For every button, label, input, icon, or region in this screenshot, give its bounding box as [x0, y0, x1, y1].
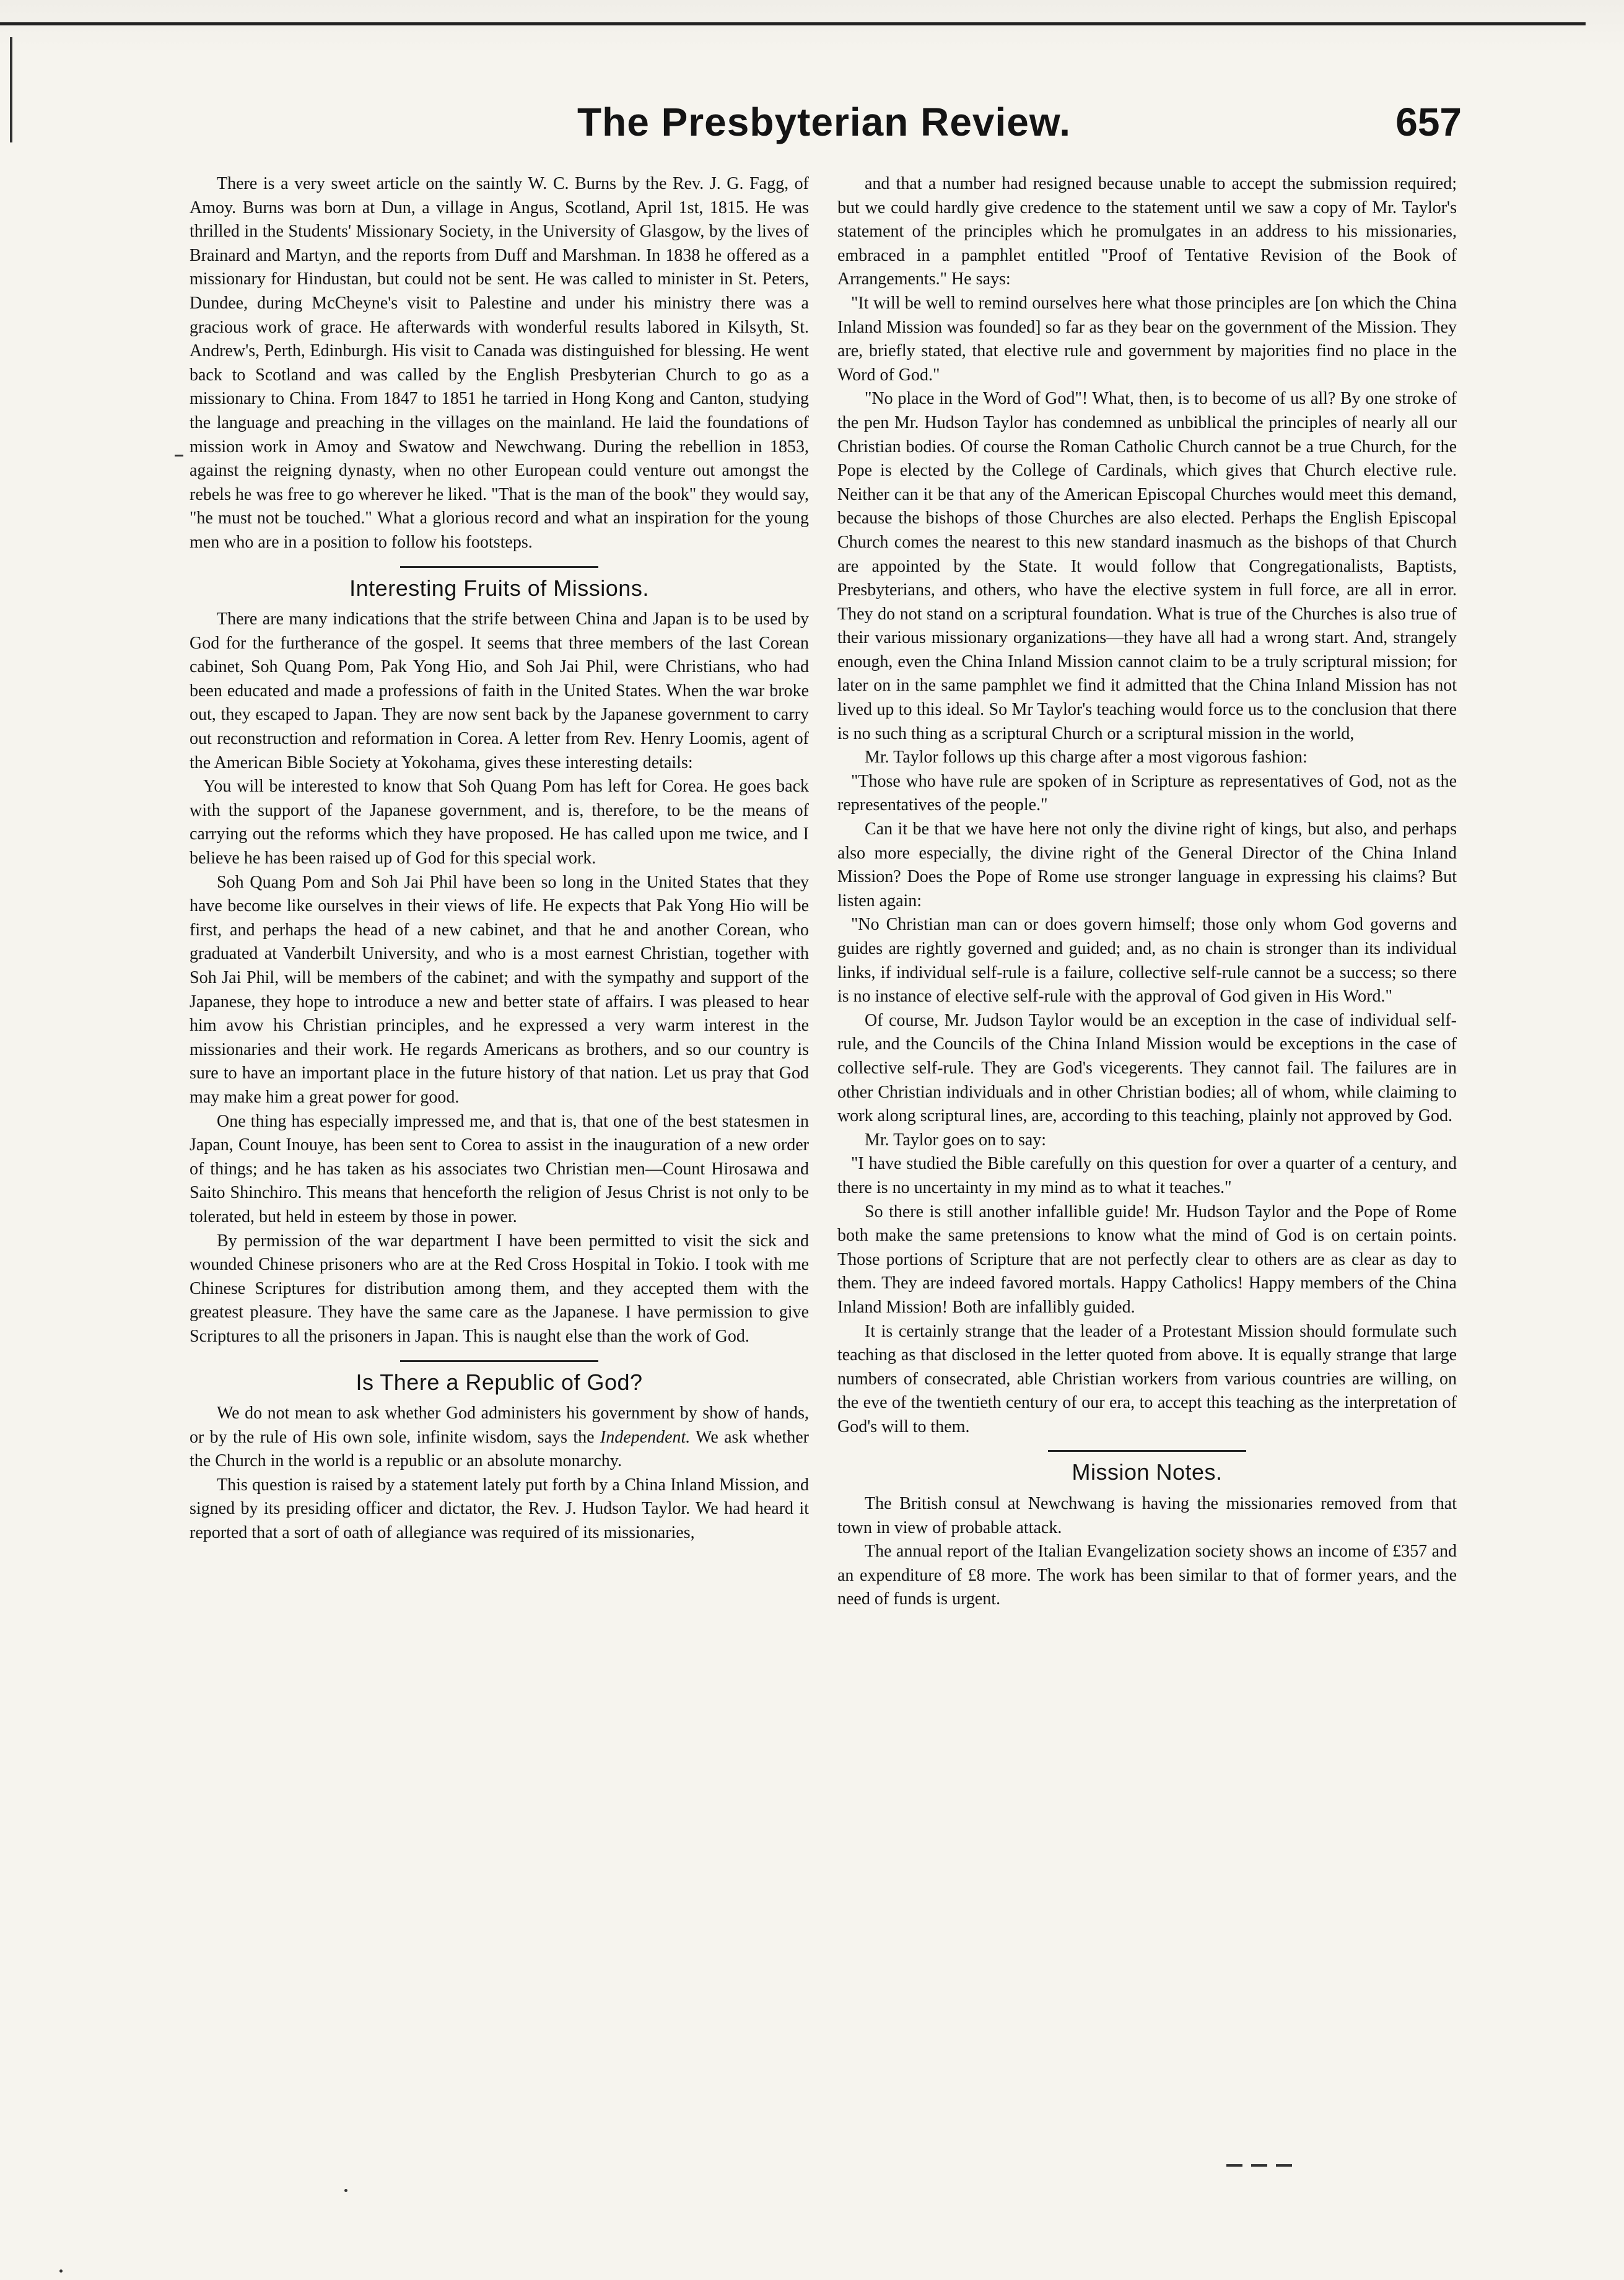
- republic-continued-5: Of course, Mr. Judson Taylor would be an exception in the case of individual self-rule, and the Councils of the China Inland Mission would be exceptions in the case of collective self-rule. They are God's vicegerents. They cannot fail. The failures are in other Christian individuals and in other Christian bodies; all of whom, while claiming to work along scriptural lines, are, according to this teaching, plainly not approved by God.: [837, 1010, 1457, 1126]
- mission-note-2: The annual report of the Italian Evangelization society shows an income of £357 and an expenditure of £8 more. The work has been similar to that of former years, and the need of funds is urgent.: [837, 1542, 1457, 1609]
- taylor-quote-3: "No Christian man can or does govern himself; those only whom God governs and guides are rightly governed and guided; and, as no chain is stronger than its individual links, if individual self-rule is a failure, collective self-rule cannot be a success; so there is no instance of elective self-rule with the approval of God given in His Word.": [837, 915, 1457, 1007]
- republic-continued-6: Mr. Taylor goes on to say:: [865, 1130, 1047, 1150]
- fruits-paragraph-2: You will be interested to know that Soh Quang Pom has left for Corea. He goes back with the support of the Japanese government, and is, therefore, to be the means of carrying out the reforms which they have proposed. He has called upon me twice, and I believe he has been raised up of God for this special work.: [190, 777, 809, 868]
- speck: [59, 2269, 63, 2273]
- republic-continued-7: So there is still another infallible guide! Mr. Hudson Taylor and the Pope of Rome both make the same pretensions to know what the mind of God is on certain points. Those portions of Scripture that are not perfectly clear to others are as clear as day to them. They are indeed favored mortals. Happy Catholics! Happy members of the China Inland Mission! Both are infallibly guided.: [837, 1202, 1457, 1317]
- fruits-paragraph-1: There are many indications that the strife between China and Japan is to be used by God for the furtherance of the gospel. It seems that three members of the last Corean cabinet, Soh Quang Pom, Pak Yong Hio, and Soh Jai Phil, were Christians, who had been educated and made a professions of faith in the United States. When the war broke out, they escaped to Japan. They are now sent back by the Japanese government to carry out reconstruction and reformation in Corea. A letter from Rev. Henry Loomis, agent of the American Bible Society at Yokohama, gives these interesting details:: [190, 609, 809, 772]
- speck: [344, 2189, 347, 2192]
- republic-continued-3: Mr. Taylor follows up this charge after a most vigorous fashion:: [865, 748, 1307, 767]
- republic-paragraph-1-end: We ask whether the Church in the world is a republic or an absolute monarchy.: [190, 1427, 809, 1471]
- republic-continued-4: Can it be that we have here not only the divine right of kings, but also, and perhaps also more especially, the divine right of the General Director of the China Inland Mission? Does the Pope of Rome use stronger language in expressing his claims? But listen again:: [837, 819, 1457, 911]
- fruits-paragraph-3: Soh Quang Pom and Soh Jai Phil have been so long in the United States that they have become like ourselves in their views of life. He expects that Pak Yong Hio will be first, and perhaps the head of a new cabinet, and that he and another Corean, who graduated at Vanderbilt University, and who is a most earnest Christian, together with Soh Jai Phil, will be members of the cabinet; and with the sympathy and support of the Japanese, they hope to introduce a new and better state of affairs. I was pleased to hear him avow his Christian principles, and he expressed a very warm interest in the missionaries and their work. He regards Americans as brothers, and so our country is sure to have an important place in the future history of that nation. Let us pray that God may make him a great power for good.: [190, 872, 809, 1107]
- scan-top-margin: [0, 0, 1624, 56]
- republic-paragraph-1-start: We do not mean to ask whether God administers his government by show of hands, or by the rule of His own sole, infinite wisdom, says the: [190, 1404, 809, 1447]
- heading-fruits-of-missions: Interesting Fruits of Missions.: [349, 575, 649, 601]
- republic-continued-2: "No place in the Word of God"! What, then, is to become of us all? By one stroke of the pen Mr. Hudson Taylor has condemned as unbiblical the principles of nearly all our Christian bodies. Of course the Roman Catholic Church cannot be a true Church, for the Pope is elected by the College of Cardinals, which gives that Church elective rule. Neither can it be that any of the American Episcopal Churches would meet this demand, because the bishops of those Churches are also elected. Perhaps the English Episcopal Church comes the nearest to this new standard inasmuch as the bishops of that Church are appointed by the State. It would follow that Congregationalists, Baptists, Presbyterians, and others, who have the elective system in full force, are all in error. They do not stand on a scriptural foundation. What is true of the Churches is also true of their various missionary organizations—they have all had a wrong start. And, strangely enough, even the China Inland Mission cannot claim to be a truly scriptural mission; for later on in the same pamphlet we find it admitted that the China Inland Mission has not lived up to this ideal. So Mr Taylor's teaching would force us to the conclusion that there is no such thing as a scriptural Church or a scriptural mission in the world,: [837, 389, 1457, 743]
- source-citation: Independent.: [600, 1427, 691, 1447]
- fruits-paragraph-4: One thing has especially impressed me, and that is, that one of the best statesmen in Japan, Count Inouye, has been sent to Corea to assist in the inauguration of a new order of things; and he has taken as his associates two Christian men—Count Hirosawa and Saito Shinchiro. This means that henceforth the religion of Jesus Christ is not only to be tolerated, but held in esteem by those in power.: [190, 1111, 809, 1226]
- republic-paragraph-1: [190, 1402, 809, 1474]
- running-head: [0, 99, 1462, 149]
- heading-republic-of-god: Is There a Republic of God?: [356, 1369, 643, 1395]
- fruits-paragraph-5: By permission of the war department I have been permitted to visit the sick and wounded Chinese prisoners who are at the Red Cross Hospital in Tokio. I took with me Chinese Scriptures for distribution among them, and they accepted them with the greatest pleasure. They have the same care as the Japanese. I have permission to give Scriptures to all the prisoners in Japan. This is naught else than the work of God.: [190, 1231, 809, 1346]
- taylor-quote-4: "I have studied the Bible carefully on this question for over a quarter of a century, and there is no uncertainty in my mind as to what it teaches.": [837, 1154, 1457, 1197]
- margin-mark: [175, 455, 183, 456]
- page-number: 657: [1395, 100, 1462, 144]
- end-dashes: [1226, 2164, 1301, 2167]
- right-column: [837, 172, 1457, 1612]
- left-column: [190, 172, 809, 1545]
- section-rule: [400, 566, 598, 568]
- heading-mission-notes: Mission Notes.: [1072, 1459, 1223, 1485]
- journal-title: The Presbyterian Review.: [577, 100, 1072, 144]
- republic-paragraph-2: This question is raised by a statement lately put forth by a China Inland Mission, and signed by its presiding officer and dictator, the Rev. J. Hudson Taylor. We had heard it reported that a sort of oath of allegiance was required of its missionaries,: [190, 1475, 809, 1543]
- section-rule: [400, 1360, 598, 1362]
- republic-continued-8: It is certainly strange that the leader of a Protestant Mission should formulate such teaching as that disclosed in the letter quoted from above. It is equally strange that large numbers of consecrated, able Christian workers from various countries are willing, on the eve of the twentieth century of our era, to accept this teaching as the interpretation of God's will to them.: [837, 1321, 1457, 1436]
- section-rule: [1048, 1450, 1246, 1452]
- top-rule: [0, 22, 1586, 25]
- republic-continued-1: and that a number had resigned because unable to accept the submission required; but we could hardly give credence to the statement until we saw a copy of Mr. Taylor's statement of the principles which he promulgates in an address to his missionaries, embraced in a pamphlet entitled "Proof of Tentative Revision of the Book of Arrangements." He says:: [837, 174, 1457, 289]
- taylor-quote-1: "It will be well to remind ourselves here what those principles are [on which the China Inland Mission was founded] so far as they bear on the government of the Mission. They are, briefly stated, that elective rule and government by majorities find no place in the Word of God.": [837, 293, 1457, 385]
- taylor-quote-2: "Those who have rule are spoken of in Scripture as representatives of God, not as the representatives of the people.": [837, 771, 1457, 815]
- mission-note-1: The British consul at Newchwang is having the missionaries removed from that town in view of probable attack.: [837, 1494, 1457, 1537]
- burns-paragraph: There is a very sweet article on the saintly W. C. Burns by the Rev. J. G. Fagg, of Amoy. Burns was born at Dun, a village in Angus, Scotland, April 1st, 1815. He was thrilled in the Students' Missionary Society, in the University of Glasgow, by the lives of Brainard and Martyn, and the reports from Duff and Marshman. In 1838 he offered as a missionary for Hindustan, but could not be sent. He was called to minister in St. Peters, Dundee, during McCheyne's visit to Palestine and under his ministry there was a gracious work of grace. He afterwards with wonderful results labored in Kilsyth, St. Andrew's, Perth, Edinburgh. His visit to Canada was distinguished for blessing. He went back to Scotland and was called by the English Presbyterian Church to go as a missionary to China. From 1847 to 1851 he tarried in Hong Kong and Canton, studying the language and preaching in the villages on the mainland. He laid the foundations of mission work in Amoy and Swatow and Newchwang. During the rebellion in 1853, against the reigning dynasty, when no other European could venture out amongst the rebels he was free to go wherever he liked. "That is the man of the book" they would say, "he must not be touched." What a glorious record and what an inspiration for the young men who are in a position to follow his footsteps.: [190, 174, 809, 552]
